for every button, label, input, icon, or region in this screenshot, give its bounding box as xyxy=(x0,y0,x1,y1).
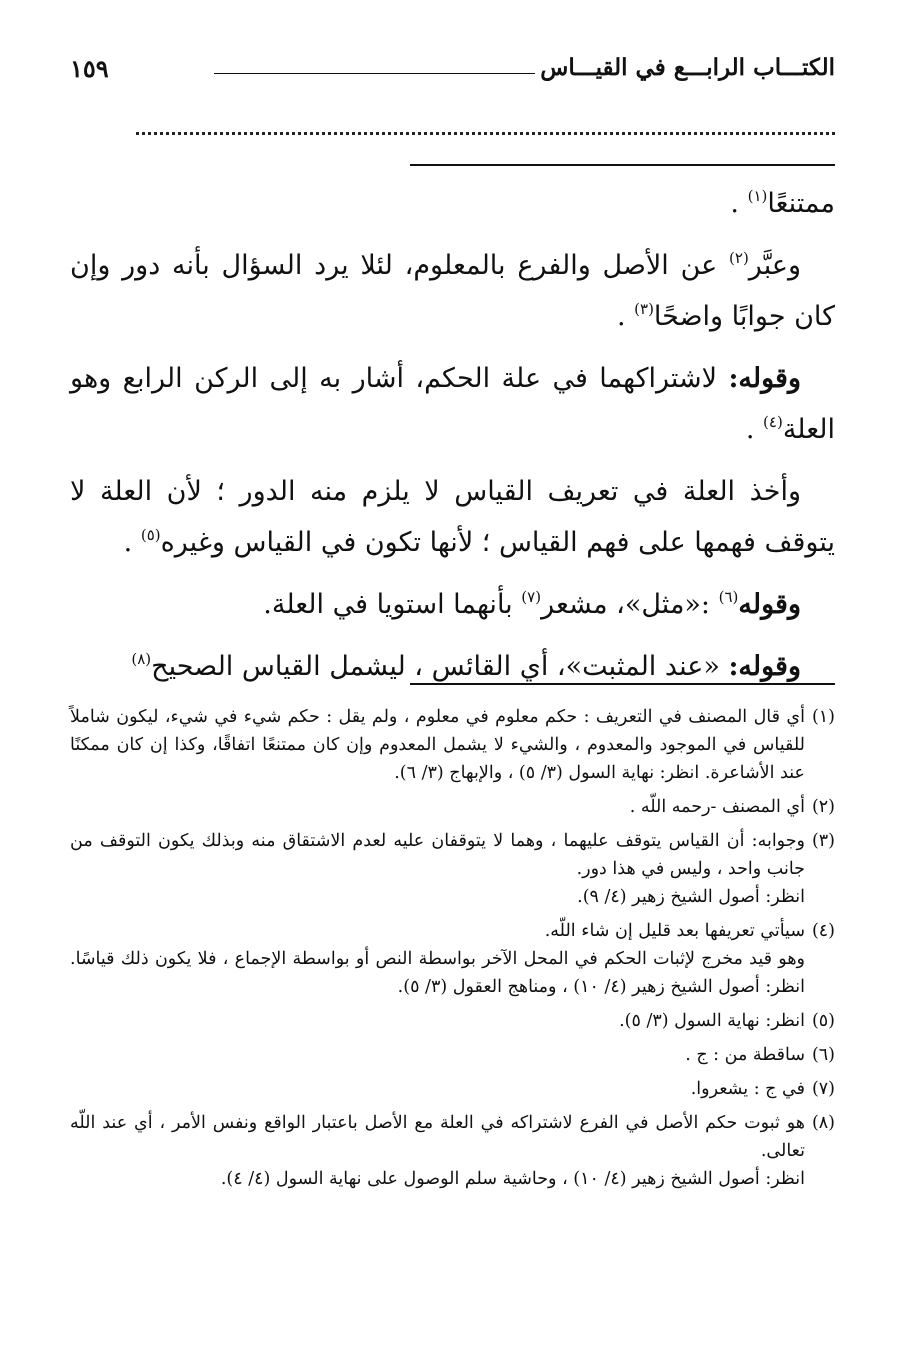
p1-text: ممتنعًا xyxy=(767,188,835,219)
footnote-text: أي قال المصنف في التعريف : حكم معلوم في معلوم ، ولم يقل : حكم شيء في شيء، ليكون شاملاً للقياس في الموجود والمعدوم ، والشيء لا يشمل المعدوم وإن كان ممتنعًا اتفاقًا، وكذا إن كان ممكنًا عند الأشاعرة. انظر: نهاية السول (٣/ ٥) ، والإبهاج (٣/ ٦). xyxy=(70,707,805,783)
footnote-text: ساقطة من : ج . xyxy=(685,1045,805,1065)
page-header xyxy=(70,54,835,94)
p3-end: . xyxy=(745,414,764,445)
p5-b: بأنهما استويا في العلة. xyxy=(263,589,522,620)
footnote-text: في ج : يشعروا. xyxy=(690,1079,805,1099)
paragraph-4 xyxy=(70,466,835,568)
footnote-label: (٨) xyxy=(811,1113,835,1133)
p3-head: وقوله: xyxy=(728,363,801,394)
footnote-1 xyxy=(70,703,835,787)
footnote-label: (٢) xyxy=(811,797,835,817)
footnote-continuation: انظر: أصول الشيخ زهير (٤/ ٩). xyxy=(577,887,805,907)
footnote-8 xyxy=(70,1109,835,1193)
running-title: الكتـــاب الرابـــع في القيـــاس xyxy=(540,54,835,81)
p4-end: . xyxy=(123,527,141,558)
page-number: ١٥٩ xyxy=(70,54,109,83)
footnote-continuation: وهو قيد مخرج لإثبات الحكم في المحل الآخر بواسطة النص أو بواسطة الإجماع ، فلا يكون ذلك قياسًا. انظر: أصول الشيخ زهير (٤/ ١٠) ، ومناهج العقول (٣/ ٥). xyxy=(70,949,805,997)
footnote-label: (١) xyxy=(811,707,835,727)
footnote-label: (٦) xyxy=(811,1045,835,1065)
p3-body: لاشتراكهما في علة الحكم، أشار به إلى الركن الرابع وهو العلة xyxy=(70,363,835,445)
p1-end: . xyxy=(730,188,748,219)
footnote-2 xyxy=(70,793,835,821)
footnote-text: وجوابه: أن القياس يتوقف عليهما ، وهما لا يتوقفان عليه لعدم الاشتقاق منه وبذلك يكون التوقف من جانب واحد ، وليس في هذا دور. xyxy=(70,831,805,879)
p5-head: وقوله xyxy=(738,589,801,620)
main-text xyxy=(70,178,835,703)
footnote-ref-1: (١) xyxy=(747,187,768,205)
p5-a: :«مثل»، مشعر xyxy=(541,589,719,620)
footnote-label: (٧) xyxy=(811,1079,835,1099)
footnote-4 xyxy=(70,917,835,1001)
p2-a: وعبَّر xyxy=(748,250,801,281)
footnote-label: (٥) xyxy=(811,1011,835,1031)
p2-end: . xyxy=(616,301,635,332)
paragraph-1 xyxy=(70,178,835,229)
footnote-3 xyxy=(70,827,835,911)
footnote-ref-3: (٣) xyxy=(634,300,654,318)
paragraph-5 xyxy=(70,579,835,630)
footnote-7 xyxy=(70,1075,835,1103)
footnote-ref-6: (٦) xyxy=(718,588,739,606)
paragraph-3 xyxy=(70,353,835,455)
footnotes xyxy=(70,703,835,1199)
paragraph-2 xyxy=(70,240,835,342)
p6-body: «عند المثبت»، أي القائس ، ليشمل القياس الصحيح xyxy=(151,651,729,682)
p6-head: وقوله: xyxy=(728,651,801,682)
footnote-ref-4: (٤) xyxy=(763,413,783,431)
section-rule xyxy=(410,164,835,166)
footnote-text: انظر: نهاية السول (٣/ ٥). xyxy=(619,1011,805,1031)
footnote-continuation: انظر: أصول الشيخ زهير (٤/ ١٠) ، وحاشية سلم الوصول على نهاية السول (٤/ ٤). xyxy=(220,1169,805,1189)
p2-b: عن الأصل والفرع بالمعلوم، لئلا يرد السؤال بأنه دور وإن كان جوابًا واضحًا xyxy=(70,250,835,332)
footnote-text: هو ثبوت حكم الأصل في الفرع لاشتراكه في العلة مع الأصل باعتبار الواقع ونفس الأمر ، أي عند اللّه تعالى. xyxy=(70,1113,805,1161)
footnote-label: (٤) xyxy=(811,921,835,941)
footnote-ref-7: (٧) xyxy=(521,588,542,606)
p4-text: وأخذ العلة في تعريف القياس لا يلزم منه الدور ؛ لأن العلة لا يتوقف فهمها على فهم القياس ؛ لأنها تكون في القياس وغيره xyxy=(70,476,835,558)
footnote-rule xyxy=(410,683,835,685)
header-rule xyxy=(214,73,535,74)
footnote-ref-2: (٢) xyxy=(729,249,749,267)
footnote-5 xyxy=(70,1007,835,1035)
footnote-6 xyxy=(70,1041,835,1069)
footnote-ref-5: (٥) xyxy=(140,526,161,544)
footnote-text: سيأتي تعريفها بعد قليل إن شاء اللّه. xyxy=(544,921,805,941)
footnote-label: (٣) xyxy=(811,831,835,851)
dotted-separator xyxy=(136,132,835,135)
footnote-text: أي المصنف -رحمه اللّه . xyxy=(629,797,805,817)
footnote-ref-8: (٨) xyxy=(131,650,152,668)
